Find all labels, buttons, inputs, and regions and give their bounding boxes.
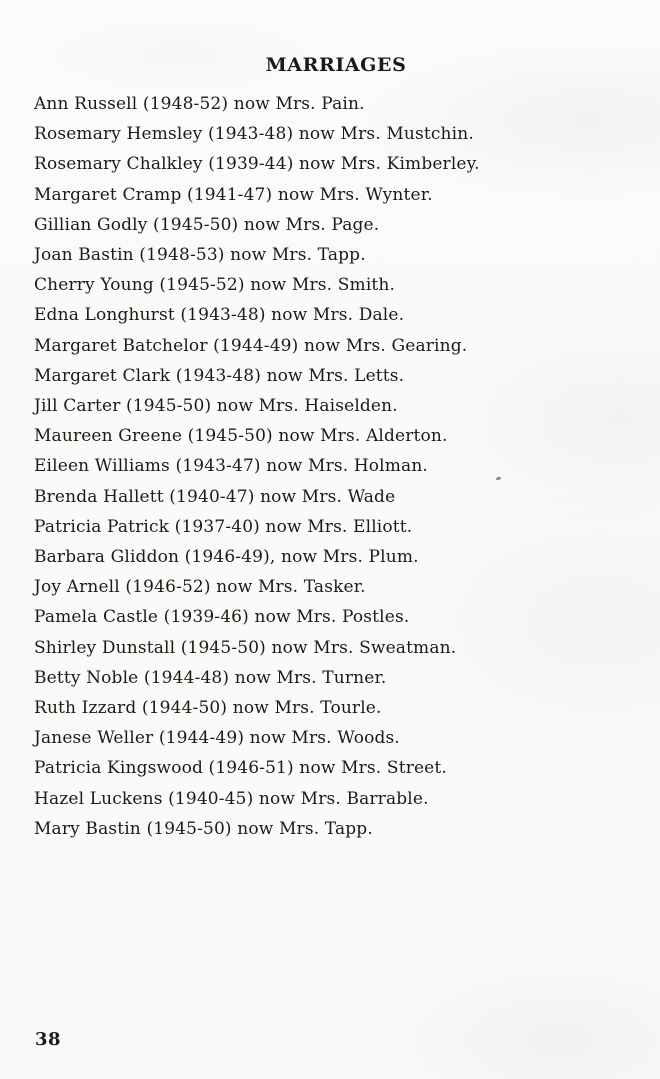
marriage-entry: Pamela Castle (1939-46) now Mrs. Postles.: [34, 607, 410, 628]
marriage-entry: Gillian Godly (1945-50) now Mrs. Page.: [34, 214, 380, 235]
marriage-entry: Patricia Kingswood (1946-51) now Mrs. Street.: [34, 758, 447, 779]
marriages-list: [34, 89, 644, 844]
marriage-entry: Rosemary Hemsley (1943-48) now Mrs. Mustchin.: [34, 124, 474, 145]
marriage-entry: Joan Bastin (1948-53) now Mrs. Tapp.: [34, 245, 366, 266]
page-title: MARRIAGES: [265, 54, 407, 76]
marriage-entry: Joy Arnell (1946-52) now Mrs. Tasker.: [34, 577, 366, 598]
marriage-entry: Margaret Cramp (1941-47) now Mrs. Wynter.: [34, 184, 433, 205]
marriage-entry: Shirley Dunstall (1945-50) now Mrs. Sweatman.: [34, 637, 457, 658]
marriage-entry: Barbara Gliddon (1946-49), now Mrs. Plum.: [34, 547, 419, 568]
marriage-entry: Mary Bastin (1945-50) now Mrs. Tapp.: [34, 818, 373, 839]
marriage-entry: Cherry Young (1945-52) now Mrs. Smith.: [34, 275, 396, 296]
marriage-entry: Betty Noble (1944-48) now Mrs. Turner.: [34, 667, 387, 688]
marriage-entry: Eileen Williams (1943-47) now Mrs. Holman.: [34, 456, 428, 477]
marriage-entry: Janese Weller (1944-49) now Mrs. Woods.: [34, 728, 400, 749]
marriage-entry: Margaret Batchelor (1944-49) now Mrs. Gearing.: [34, 335, 468, 356]
marriage-entry: Edna Longhurst (1943-48) now Mrs. Dale.: [34, 305, 405, 326]
marriage-entry: Ruth Izzard (1944-50) now Mrs. Tourle.: [34, 698, 382, 719]
marriage-entry: Hazel Luckens (1940-45) now Mrs. Barrable.: [34, 788, 429, 809]
marriage-entry: Ann Russell (1948-52) now Mrs. Pain.: [34, 94, 365, 114]
marriage-entry: Patricia Patrick (1937-40) now Mrs. Elliott.: [34, 516, 413, 537]
marriage-entry: Brenda Hallett (1940-47) now Mrs. Wade: [34, 486, 396, 507]
marriage-entry: Rosemary Chalkley (1939-44) now Mrs. Kimberley.: [34, 154, 480, 175]
marriage-entry: Maureen Greene (1945-50) now Mrs. Alderton.: [34, 426, 448, 447]
page-number: 38: [35, 1029, 62, 1050]
marriage-entry: Jill Carter (1945-50) now Mrs. Haiselden.: [34, 396, 398, 417]
marriage-entry: Margaret Clark (1943-48) now Mrs. Letts.: [34, 365, 405, 386]
